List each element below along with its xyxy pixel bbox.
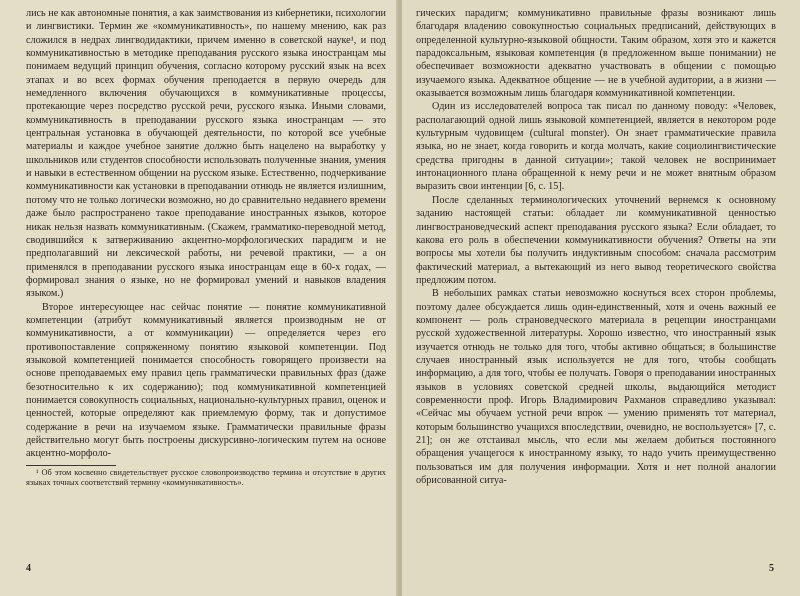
right-paragraph-1: гических парадигм; коммуникативно правильные фразы возникают лишь благодаря владению совокупностью социальных предписаний, действующих в определенной культурно-языковой общности. Таким образом, хотя это и кажется парадоксальным, языковая компетенция (в предложенном выше понимании) не обеспечивает возможности адекватно участвовать в общении с помощью изучаемого языка. Адекватное общение — не в учебной аудитории, а в жизни — оказывается возможным лишь благодаря коммуникативной компетенции. [416, 8, 776, 100]
right-paragraph-2: Один из исследователей вопроса так писал по данному поводу: «Человек, располагающий одной лишь языковой компетенцией, является в некотором роде культурным чудовищем (cultural monster). Он знает грамматические правила языка, но не знает, когда говорить и когда молчать, какие социолингвистические средства пригодны в данной ситуации»; такой человек не воспринимает интонационного плана обращенной к нему речи и не может внятным образом выразить свои интенции [6, с. 15]. [416, 101, 776, 193]
page-number-left: 4 [26, 563, 31, 574]
left-page-text [26, 7, 386, 461]
page-number-right: 5 [769, 563, 774, 574]
right-paragraph-3: После сделанных терминологических уточнений вернемся к основному заданию настоящей статьи: обладает ли коммуникативной ценностью лингвострановедческий аспект преподавания русского языка? Если обладает, то какова его роль в обеспечении коммуникативности обучения? Ответы на эти вопросы мы хотели бы получить индуктивным способом: сначала рассмотрим фактический материал, а вытекающий из него вывод теоретического свойства предложим потом. [416, 194, 776, 286]
right-paragraph-4: В небольших рамках статьи невозможно коснуться всех сторон проблемы, поэтому далее обсуждается лишь один-единственный, хотя и очень важный ее компонент — роль страноведческого материала в рецепции иностранцами русской художественной литературы. Хорошо известно, что иностранный язык изучается отнюдь не только для того, чтобы активно общаться; в большинстве случаев иностранный язык используется не для того, чтобы сообщать информацию, а для того, чтобы ее получать. Говоря о преподавании иностранных языков в условиях советской средней школы, выдающийся методист современности проф. Игорь Владимирович Рахманов справедливо указывал: «Сейчас мы обучаем устной речи впрок — умению применять тот материал, которым большинство учащихся впоследствии, очевидно, не воспользуется» [7, с. 21]; он же отстаивал мысль, что если мы желаем добиться постоянного обращения учащегося к иностранному языку, то надо учить преимущественно пользоваться им для получения информации. Хотя и нет полной аналогии обрисованной ситуа- [416, 288, 776, 487]
right-page-text [416, 7, 776, 487]
footnote: ¹ Об этом косвенно свидетельствует русское словопроизводство термина и отсутствие в других языках точных соответствий термину «коммуникативность». [26, 467, 386, 488]
right-page [402, 0, 800, 596]
left-paragraph-2: Второе интересующее нас сейчас понятие — понятие коммуникативной компетенции (атрибут коммуникативный является производным не от коммуникативности, а от коммуникации) — определяется через его противопоставление сопряженному понятию языковой компетенции. Под языковой компетенцией понимается способность говорящего произвести на основе преподаваемых ему правил цепь грамматически правильных фраз (даже безотносительно к их содержанию); под коммуникативной компетенцией понимается совокупность социальных, национально-культурных правил, оценок и ценностей, которые определяют как приемлемую форму, так и допустимое содержание в речи на изучаемом языке. Грамматически правильные фразы действительно могут быть построены дискурсивно-логическим путем на основе акцентно-морфоло- [26, 301, 386, 460]
footnote-divider [26, 465, 116, 466]
left-paragraph-1: лись не как автономные понятия, а как заимствования из кибернетики, психологии и лингвистики. Термин же «коммуникативность», по нашему мнению, как раз сложился в недрах лингводидактики, причем именно в советской науке¹, и под коммуникативностью в методике преподавания русского языка иностранцам мы понимаем ведущий принцип обучения, согласно которому русский язык на всех этапах и во всех формах обучения преподается в первую очередь для немедленного включения обучающихся в коммуникативные процессы, протекающие через посредство русской речи, русского языка. Иными словами, коммуникативность в преподавании русского языка иностранцам — это центральная установка в обучающей деятельности, по которой все учебные материалы и каждое учебное занятие должно быть нацелено на выработку у школьников или студентов способности использовать полученные знания, умения и навыки в естественном общении на русском языке. Естественно, подчеркивание коммуникативности как установки в преподавании отнюдь не является излишним, потому что не только логически возможно, но до сравнительно недавнего времени даже было распространено такое преподавание иностранных языков, которое никак нельзя назвать коммуникативным. (Скажем, грамматико-переводной метод, сводившийся к затверживанию акцентно-морфологических парадигм и не предполагавший ни лексической работы, ни речевой практики, — а он применялся в преподавании русского языка иностранцам еще в 60-х годах, — формировал знания о языке, но не формировал умений и навыков владения языком.) [26, 8, 386, 300]
left-page [0, 0, 398, 596]
